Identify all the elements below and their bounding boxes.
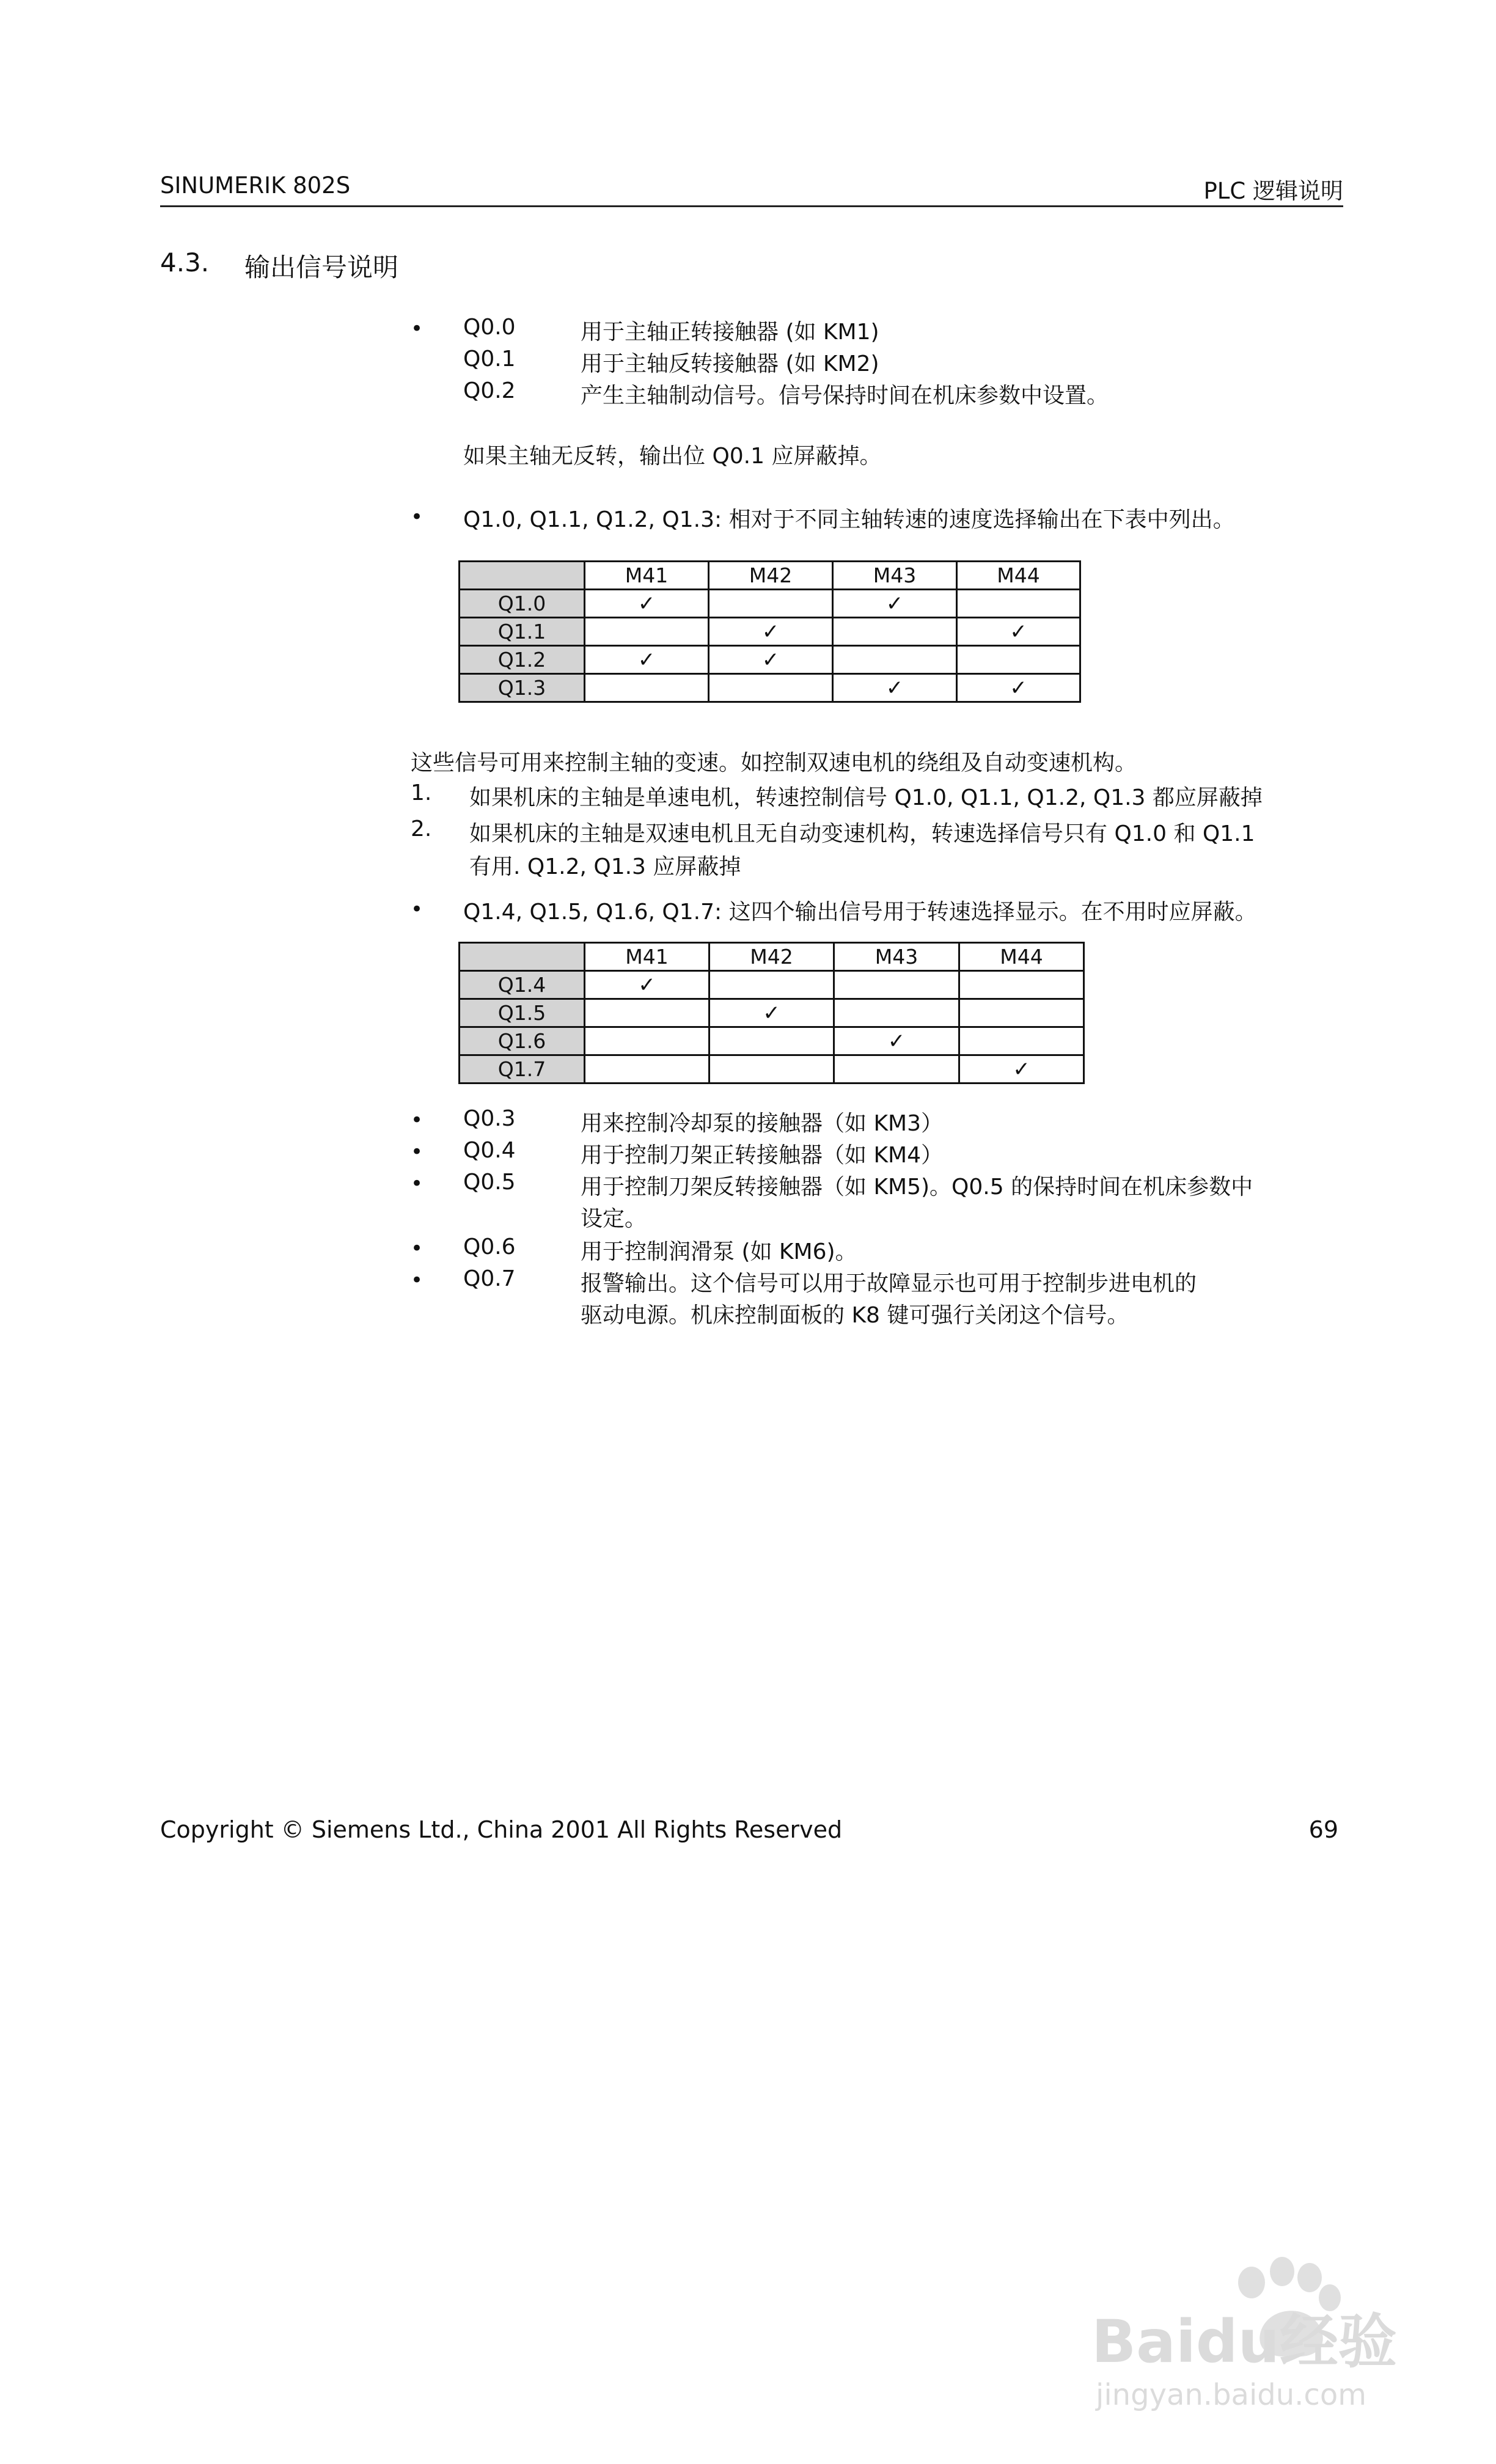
column-header: M44: [959, 943, 1084, 971]
table-cell: [834, 999, 959, 1027]
section-title: 输出信号说明: [244, 252, 399, 282]
signal-code: Q0.6: [463, 1234, 516, 1260]
table-cell: [834, 1027, 959, 1055]
bullet-icon: •: [411, 1236, 424, 1261]
table-cell: [833, 646, 957, 674]
signal-desc: 用于控制刀架反转接触器（如 KM5)。Q0.5 的保持时间在机床参数中: [581, 1175, 1253, 1200]
speed-select-table: [458, 560, 1081, 703]
signal-code: Q0.4: [463, 1138, 516, 1163]
table-header-row: [460, 562, 1080, 590]
table-cell: [709, 590, 833, 618]
header-chapter: PLC 逻辑说明: [1203, 178, 1343, 204]
table-row: [460, 971, 1084, 999]
checkmark-icon: ✓: [1013, 1057, 1030, 1082]
table-cell: [709, 618, 833, 646]
row-label-cell: Q1.5: [460, 999, 585, 1027]
table-cell: [710, 971, 834, 999]
table-cell: [833, 674, 957, 702]
table-cell: [957, 618, 1080, 646]
signal-code: Q0.0: [463, 315, 516, 340]
bullet-icon: •: [411, 897, 424, 922]
bullet-icon: •: [411, 505, 424, 529]
bullet-icon: •: [411, 1140, 424, 1164]
table-row: [460, 590, 1080, 618]
checkmark-icon: ✓: [887, 1029, 906, 1054]
signal-desc: 用于控制刀架正转接触器（如 KM4）: [581, 1143, 944, 1168]
column-header: M43: [833, 562, 957, 590]
bullet-icon: •: [411, 1108, 424, 1132]
watermark-url: jingyan.baidu.com: [1096, 2378, 1366, 2412]
bullet-icon: •: [411, 1268, 424, 1292]
table-cell: [959, 1055, 1084, 1084]
table-intro: Q1.0, Q1.1, Q1.2, Q1.3: 相对于不同主轴转速的速度选择输出在下表中列出。: [463, 507, 1235, 532]
signal-desc: 产生主轴制动信号。信号保持时间在机床参数中设置。: [581, 383, 1109, 408]
table-cell: [833, 618, 957, 646]
column-header: M44: [957, 562, 1080, 590]
table-cell: [959, 971, 1084, 999]
section-number: 4.3.: [160, 248, 210, 277]
baidu-watermark-logo: [1087, 2240, 1429, 2423]
speed-display-table: [458, 942, 1085, 1084]
list-number: 1.: [411, 780, 432, 805]
row-label-cell: Q1.7: [460, 1055, 585, 1084]
signal-code: Q0.3: [463, 1106, 516, 1131]
table-intro: Q1.4, Q1.5, Q1.6, Q1.7: 这四个输出信号用于转速选择显示。在不用时应屏蔽。: [463, 900, 1257, 925]
table-cell: [585, 646, 709, 674]
signal-desc: 用于主轴正转接触器 (如 KM1): [581, 320, 879, 345]
column-header: M42: [710, 943, 834, 971]
table-header-row: [460, 943, 1084, 971]
bullet-icon: •: [411, 317, 424, 341]
table-cell: [709, 674, 833, 702]
checkmark-icon: ✓: [637, 648, 656, 672]
footer-copyright: Copyright © Siemens Ltd., China 2001 All Rights Reserved: [160, 1816, 843, 1843]
paragraph: 这些信号可用来控制主轴的变速。如控制双速电机的绕组及自动变速机构。: [411, 750, 1137, 776]
table-cell: [834, 1055, 959, 1084]
table-cell: [585, 618, 709, 646]
header-product: SINUMERIK 802S: [160, 172, 351, 199]
signal-code: Q0.5: [463, 1170, 516, 1195]
table-cell: [959, 999, 1084, 1027]
column-header: M41: [585, 562, 709, 590]
signal-desc-cont: 设定。: [581, 1206, 647, 1231]
checkmark-icon: ✓: [1010, 676, 1027, 700]
page-number: 69: [1308, 1816, 1338, 1843]
row-label-cell: Q1.0: [460, 590, 585, 618]
table-row: [460, 1055, 1084, 1084]
checkmark-icon: ✓: [1010, 620, 1027, 644]
checkmark-icon: ✓: [638, 973, 656, 997]
list-item-text-cont: 有用. Q1.2, Q1.3 应屏蔽掉: [469, 854, 741, 879]
row-label-cell: Q1.1: [460, 618, 585, 646]
list-item-text: 如果机床的主轴是单速电机，转速控制信号 Q1.0, Q1.1, Q1.2, Q1.3 都应屏蔽掉: [469, 785, 1263, 810]
table-cell: [834, 971, 959, 999]
list-number: 2.: [411, 816, 432, 842]
signal-desc: 报警输出。这个信号可以用于故障显示也可用于控制步进电机的: [581, 1271, 1197, 1296]
signal-code: Q0.2: [463, 378, 516, 403]
table-corner-cell: [460, 943, 585, 971]
table-row: [460, 618, 1080, 646]
signal-desc: 用于控制润滑泵 (如 KM6)。: [581, 1239, 857, 1264]
watermark-brand: Baidu经验: [1091, 2308, 1397, 2376]
bullet-icon: •: [411, 1172, 424, 1196]
row-label-cell: Q1.3: [460, 674, 585, 702]
row-label-cell: Q1.6: [460, 1027, 585, 1055]
checkmark-icon: ✓: [761, 620, 780, 644]
checkmark-icon: ✓: [763, 1001, 780, 1025]
table-cell: [585, 1055, 710, 1084]
column-header: M43: [834, 943, 959, 971]
table-row: [460, 999, 1084, 1027]
table-cell: [710, 1055, 834, 1084]
row-label-cell: Q1.4: [460, 971, 585, 999]
table-cell: [585, 999, 710, 1027]
column-header: M41: [585, 943, 710, 971]
note-paragraph: 如果主轴无反转，输出位 Q0.1 应屏蔽掉。: [463, 444, 882, 469]
checkmark-icon: ✓: [761, 648, 780, 672]
checkmark-icon: ✓: [886, 592, 904, 616]
signal-desc: 用来控制冷却泵的接触器（如 KM3）: [581, 1111, 944, 1136]
signal-desc: 用于主轴反转接触器 (如 KM2): [581, 351, 879, 376]
table-row: [460, 646, 1080, 674]
row-label-cell: Q1.2: [460, 646, 585, 674]
signal-code: Q0.1: [463, 346, 516, 372]
signal-code: Q0.7: [463, 1266, 516, 1291]
checkmark-icon: ✓: [886, 676, 904, 700]
table-cell: [959, 1027, 1084, 1055]
table-cell: [833, 590, 957, 618]
list-item-text: 如果机床的主轴是双速电机且无自动变速机构，转速选择信号只有 Q1.0 和 Q1.1: [469, 821, 1255, 846]
table-cell: [957, 674, 1080, 702]
table-cell: [710, 1027, 834, 1055]
table-row: [460, 1027, 1084, 1055]
table-corner-cell: [460, 562, 585, 590]
table-cell: [710, 999, 834, 1027]
checkmark-icon: ✓: [637, 592, 656, 616]
signal-desc-cont: 驱动电源。机床控制面板的 K8 键可强行关闭这个信号。: [581, 1303, 1129, 1328]
table-cell: [585, 971, 710, 999]
table-cell: [585, 1027, 710, 1055]
table-cell: [709, 646, 833, 674]
header-rule: [160, 205, 1343, 207]
table-cell: [585, 674, 709, 702]
column-header: M42: [709, 562, 833, 590]
table-cell: [957, 590, 1080, 618]
table-cell: [585, 590, 709, 618]
table-row: [460, 674, 1080, 702]
table-cell: [957, 646, 1080, 674]
